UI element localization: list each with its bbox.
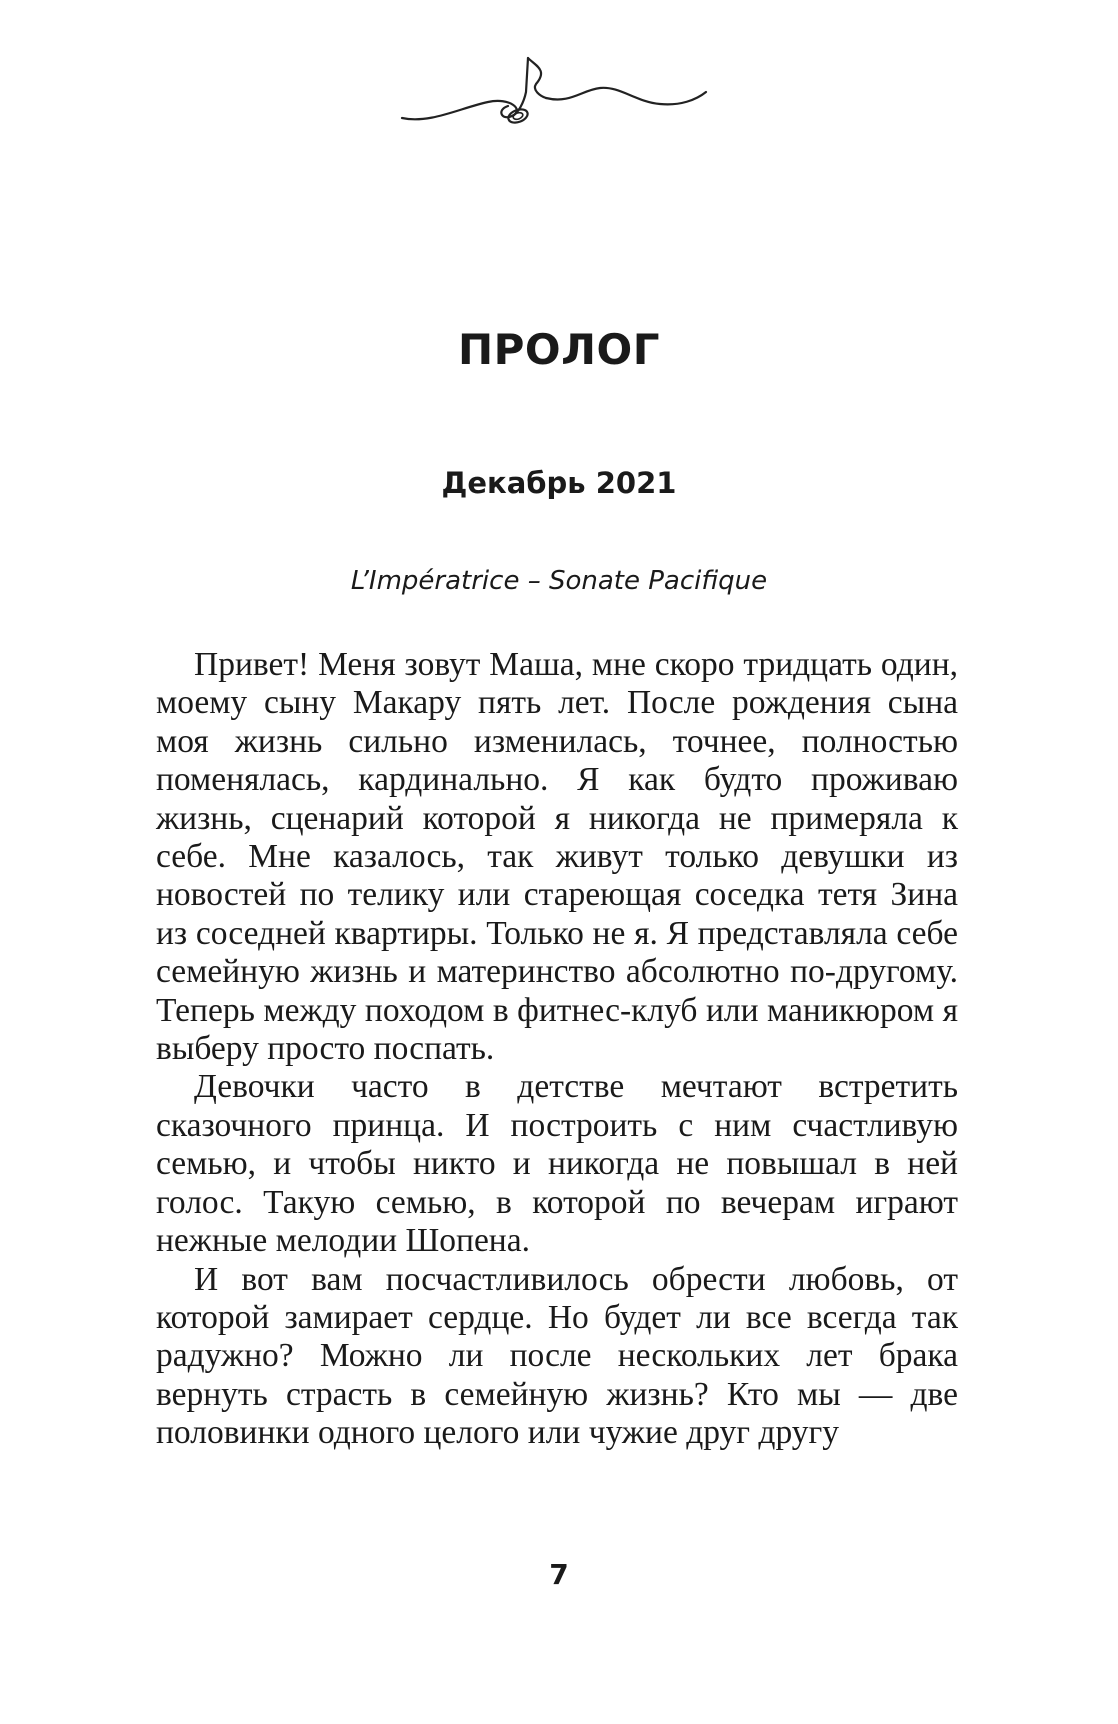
paragraph-2: Девочки часто в детстве мечтают встретить сказочного принца. И построить с ним счастливую семью, и чтобы никто и никогда не повышал в ней голос. Такую семью, в которой по вечерам играют нежные мелодии Шопена.: [156, 1068, 958, 1260]
page-number: 7: [549, 1558, 569, 1591]
music-note-flourish-icon: [400, 52, 710, 142]
chapter-date: Декабрь 2021: [441, 466, 677, 500]
body-text: [156, 646, 958, 1453]
epigraph-song: L’Impératrice – Sonate Pacifique: [350, 566, 768, 596]
chapter-title: ПРОЛОГ: [458, 325, 660, 374]
paragraph-1: Привет! Меня зовут Маша, мне скоро тридцать один, моему сыну Макару пять лет. После рождения сына моя жизнь сильно изменилась, точнее, полностью поменялась, кардинально. Я как будто проживаю жизнь, сценарий которой я никогда не примеряла к себе. Мне казалось, так живут только девушки из новостей по телику или стареющая соседка тетя Зина из соседней квартиры. Только не я. Я представляла себе семейную жизнь и материнство абсолютно по-другому. Теперь между походом в фитнес-клуб или маникюром я выберу просто поспать.: [156, 646, 958, 1068]
paragraph-3: И вот вам посчастливилось обрести любовь, от которой замирает сердце. Но будет ли все всегда так радужно? Можно ли после нескольких лет брака вернуть страсть в семейную жизнь? Кто мы — две половинки одного целого или чужие друг другу: [156, 1260, 958, 1452]
